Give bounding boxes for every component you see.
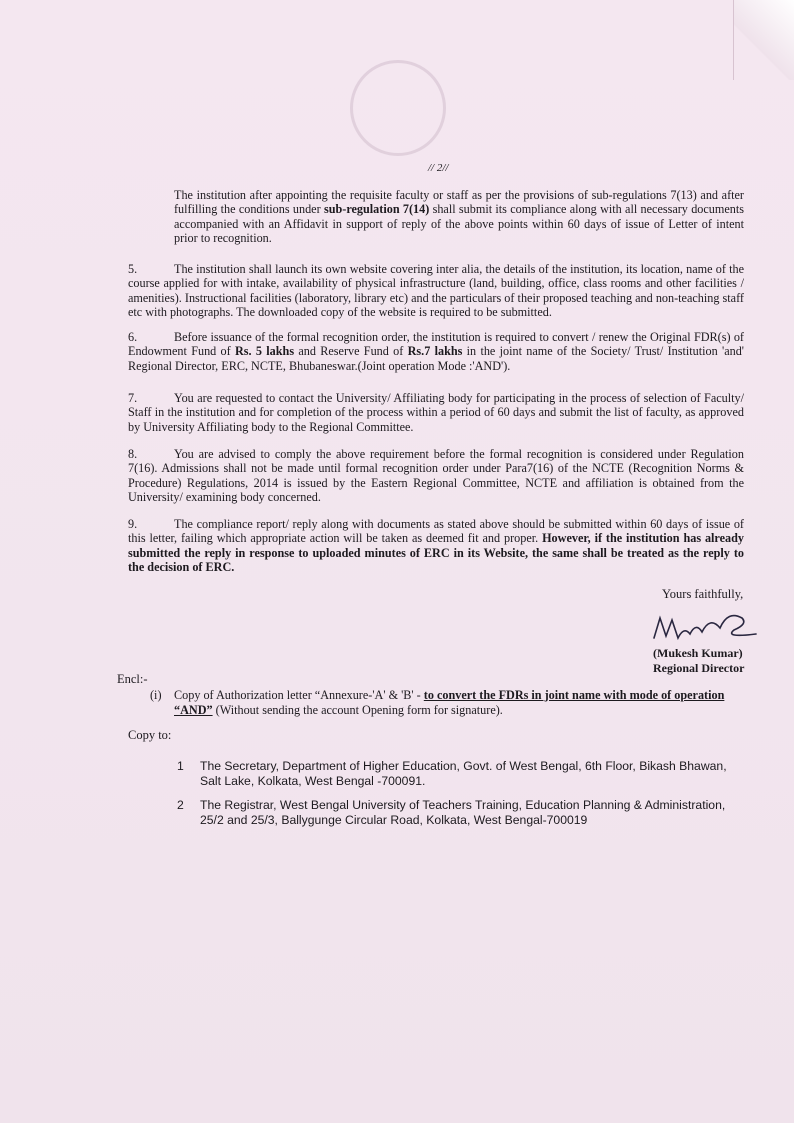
signer-title: Regional Director [653,661,745,675]
copy-recipient-item: 2 The Registrar, West Bengal University of Teachers Training, Education Planning & Administration, 25/2 and 25/3, Ballygunge Circular Road, Kolkata, West Bengal-700019 [177,798,726,827]
letterhead-emblem-bleed [350,60,446,156]
signer-block [653,646,744,676]
paragraph-8: 8. You are advised to comply the above requirement before the formal recognition is considered under Regulation 7(16). Admissions shall not be made until formal recognition order under Para7(16) of the NCTE (Recognition Norms & Procedure) Regulations, 2014 is issued by the Eastern Regional Committee, NCTE and affiliation is obtained from the University/ examining body concerned. [128,447,744,505]
paragraph-5: 5. The institution shall launch its own website covering inter alia, the details of the institution, its location, name of the course applied for with intake, availability of physical infrastructure (land, building, office, class rooms and other facilities / amenities). Instructional facilities (laboratory, library etc) and the particulars of their proposed teaching and non-teaching staff etc with photographs. The downloaded copy of the website is required to be submitted. [128,262,744,320]
paragraph-6: 6. Before issuance of the formal recognition order, the institution is required to convert / renew the Original FDR(s) of Endowment Fund of Rs. 5 lakhs and Reserve Fund of Rs.7 lakhs in the joint name of the Society/ Trust/ Institution 'and' Regional Director, ERC, NCTE, Bhubaneswar.(Joint operation Mode :'AND'). [128,330,744,373]
enclosure-label: Encl:- [117,672,148,686]
closing-salutation: Yours faithfully, [662,587,744,601]
paragraph-9: 9. The compliance report/ reply along with documents as stated above should be submitted within 60 days of issue of this letter, failing which appropriate action will be taken as deemed fit and proper. However, if the institution has already submitted the reply in response to uploaded minutes of ERC in its Website, the same shall be treated as the reply to the decision of ERC. [128,517,744,575]
signer-name: (Mukesh Kumar) [653,646,743,660]
folded-corner [733,0,794,80]
copy-to-label: Copy to: [128,728,172,742]
page-number: // 2// [428,162,449,174]
copy-recipient-item: 1 The Secretary, Department of Higher Education, Govt. of West Bengal, 6th Floor, Bikash Bhawan, Salt Lake, Kolkata, West Bengal -700091. [177,759,727,788]
enclosure-item: (i) Copy of Authorization letter “Annexure-'A' & 'B' - to convert the FDRs in joint name with mode of operation “AND” (Without sending the account Opening form for signature). [150,688,725,717]
paragraph-7: 7. You are requested to contact the University/ Affiliating body for participating in the process of selection of Faculty/ Staff in the institution and for completion of the process within a period of 60 days and submit the list of faculty, as approved by University Affiliating body to the Regional Committee. [128,391,744,434]
paragraph-compliance: The institution after appointing the requisite faculty or staff as per the provisions of sub-regulations 7(13) and after fulfilling the conditions under sub-regulation 7(14) shall submit its compliance along with all necessary documents accompanied with an Affidavit in support of reply of the above points within 60 days of issue of Letter of intent prior to recognition. [174,188,745,246]
signature-mark [650,608,760,648]
